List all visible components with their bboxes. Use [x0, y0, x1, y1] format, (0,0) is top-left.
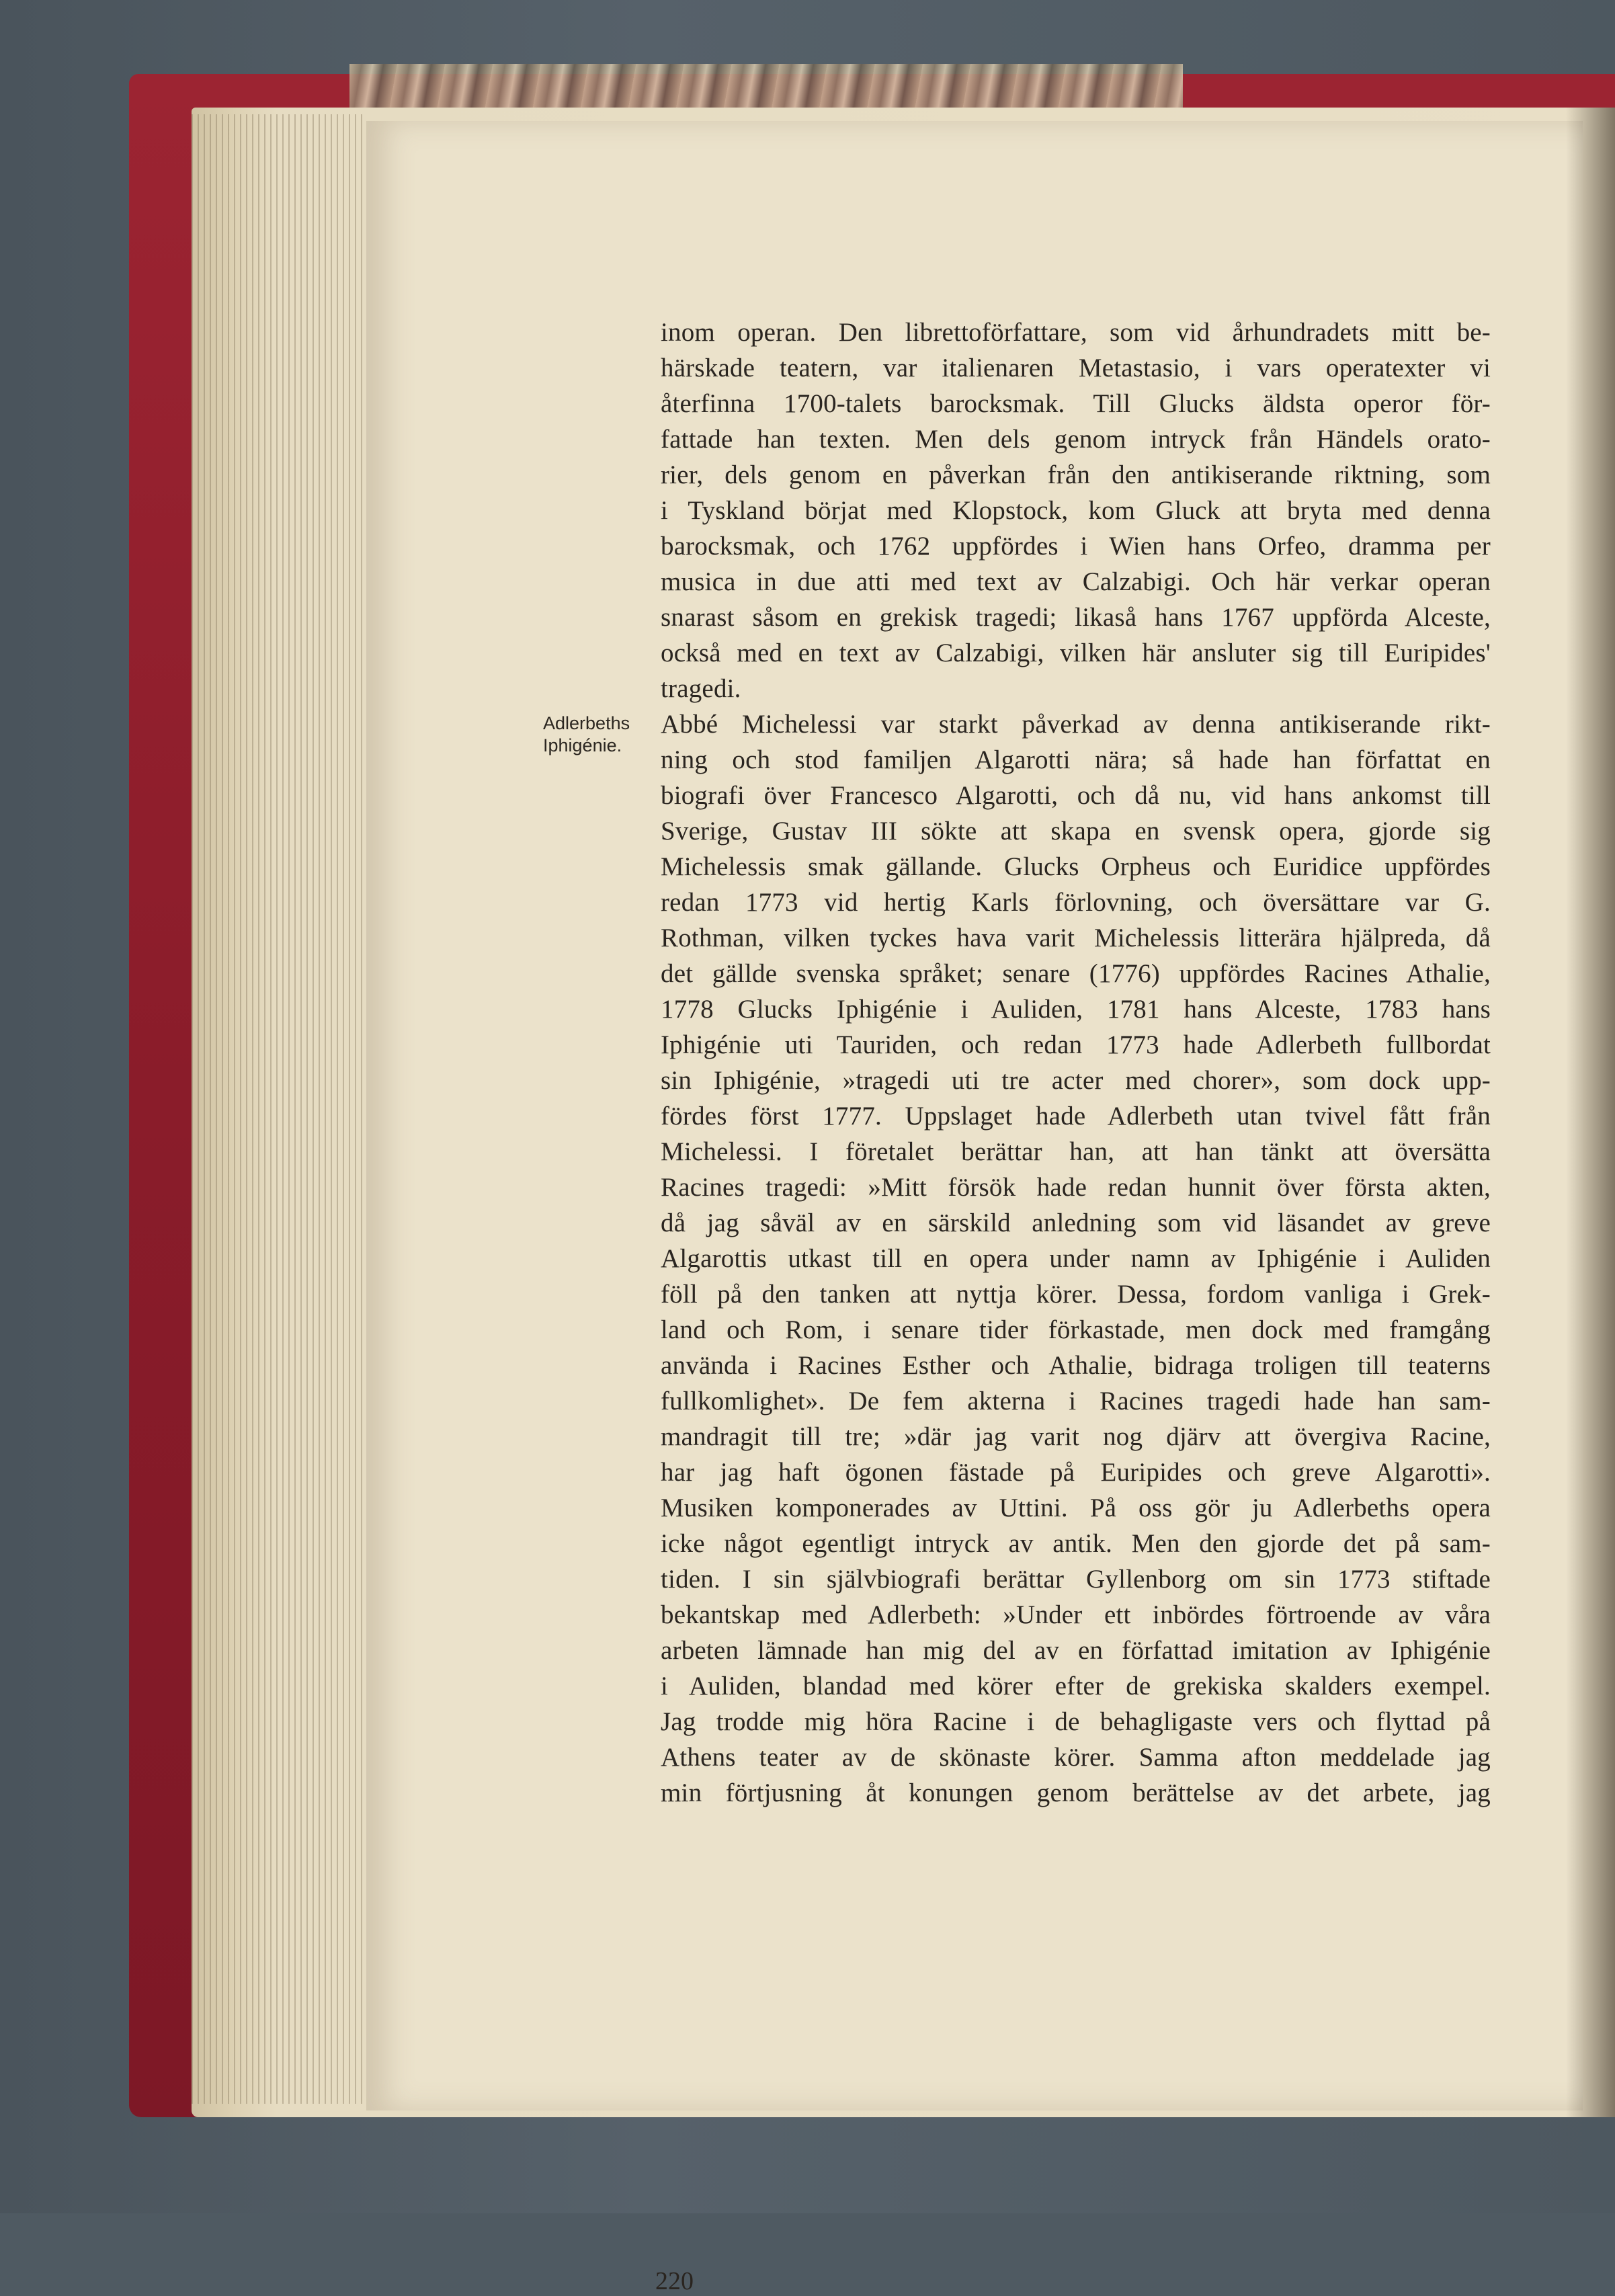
text-line: fördes först 1777. Uppslaget hade Adlerbeth utan tvivel fått från — [661, 1102, 1491, 1131]
text-line: tragedi. — [661, 674, 741, 703]
margin-note-line: Adlerbeths — [543, 713, 630, 733]
text-line: har jag haft ögonen fästade på Euripides och greve Algarotti». — [661, 1458, 1491, 1487]
text-line: också med en text av Calzabigi, vilken här ansluter sig till Euripides' — [661, 639, 1491, 667]
text-line: Musiken komponerades av Uttini. På oss gör ju Adlerbeths opera — [661, 1493, 1491, 1522]
text-line: då jag såväl av en särskild anledning som vid läsandet av greve — [661, 1208, 1491, 1237]
text-line: Rothman, vilken tyckes hava varit Michelessis litterära hjälpreda, då — [661, 924, 1491, 952]
text-line: Michelessis smak gällande. Glucks Orpheus och Euridice uppfördes — [661, 852, 1491, 881]
text-line: Sverige, Gustav III sökte att skapa en svensk opera, gjorde sig — [661, 817, 1491, 846]
page-number: 220 — [655, 2267, 694, 2295]
text-line: tiden. I sin självbiografi berättar Gyllenborg om sin 1773 stiftade — [661, 1565, 1491, 1594]
text-line: snarast såsom en grekisk tragedi; likaså hans 1767 uppförda Alceste, — [661, 603, 1491, 632]
text-line: musica in due atti med text av Calzabigi. Och här verkar operan — [661, 567, 1491, 596]
text-line: arbeten lämnade han mig del av en författad imitation av Iphigénie — [661, 1636, 1491, 1665]
text-line: återfinna 1700-talets barocksmak. Till Glucks äldsta operor för- — [661, 389, 1491, 418]
text-line: 1778 Glucks Iphigénie i Auliden, 1781 hans Alceste, 1783 hans — [661, 995, 1491, 1024]
text-line: redan 1773 vid hertig Karls förlovning, och översättare var G. — [661, 888, 1491, 917]
margin-note — [543, 712, 651, 757]
text-line: land och Rom, i senare tider förkastade, men dock med framgång — [661, 1315, 1491, 1344]
text-line: ning och stod familjen Algarotti nära; så hade han författat en — [661, 745, 1491, 774]
text-line: barocksmak, och 1762 uppfördes i Wien hans Orfeo, dramma per — [661, 532, 1491, 561]
text-line: i Tyskland börjat med Klopstock, kom Gluck att bryta med denna — [661, 496, 1491, 525]
text-line: Racines tragedi: »Mitt försök hade redan hunnit över första akten, — [661, 1173, 1491, 1202]
text-line: bekantskap med Adlerbeth: »Under ett inbördes förtroende av våra — [661, 1600, 1491, 1629]
text-line: min förtjusning åt konungen genom berättelse av det arbete, jag — [661, 1778, 1491, 1807]
marbled-endpaper — [349, 64, 1183, 111]
text-line: Algarottis utkast till en opera under namn av Iphigénie i Auliden — [661, 1244, 1491, 1273]
text-line: använda i Racines Esther och Athalie, bidraga troligen till teaterns — [661, 1351, 1491, 1380]
page-edges — [192, 114, 366, 2104]
text-line: Athens teater av de skönaste körer. Samma afton meddelade jag — [661, 1743, 1491, 1772]
text-line: icke något egentligt intryck av antik. Men den gjorde det på sam- — [661, 1529, 1491, 1558]
body-text — [661, 315, 1491, 1811]
text-line: Iphigénie uti Tauriden, och redan 1773 hade Adlerbeth fullbordat — [661, 1030, 1491, 1059]
margin-note-line: Iphigénie. — [543, 735, 622, 755]
text-line: sin Iphigénie, »tragedi uti tre acter med chorer», som dock upp- — [661, 1066, 1491, 1095]
text-line: det gällde svenska språket; senare (1776) uppfördes Racines Athalie, — [661, 959, 1491, 988]
text-line: föll på den tanken att nyttja körer. Dessa, fordom vanliga i Grek- — [661, 1280, 1491, 1309]
text-line: Jag trodde mig höra Racine i de behagligaste vers och flyttad på — [661, 1707, 1491, 1736]
text-line: mandragit till tre; »där jag varit nog djärv att övergiva Racine, — [661, 1422, 1491, 1451]
text-line: Michelessi. I företalet berättar han, att han tänkt att översätta — [661, 1137, 1491, 1166]
text-line: fattade han texten. Men dels genom intryck från Händels orato- — [661, 425, 1491, 454]
text-line: i Auliden, blandad med körer efter de grekiska skalders exempel. — [661, 1672, 1491, 1700]
text-line: inom operan. Den librettoförfattare, som vid århundradets mitt be- — [661, 318, 1491, 347]
text-line: fullkomlighet». De fem akterna i Racines tragedi hade han sam- — [661, 1387, 1491, 1416]
text-line: härskade teatern, var italienaren Metastasio, i vars operatexter vi — [661, 354, 1491, 382]
text-line: Abbé Michelessi var starkt påverkad av denna antikiserande rikt- — [661, 710, 1491, 739]
text-line: biografi över Francesco Algarotti, och då nu, vid hans ankomst till — [661, 781, 1491, 810]
gutter-shadow — [1566, 108, 1615, 2117]
text-line: rier, dels genom en påverkan från den antikiserande riktning, som — [661, 460, 1491, 489]
